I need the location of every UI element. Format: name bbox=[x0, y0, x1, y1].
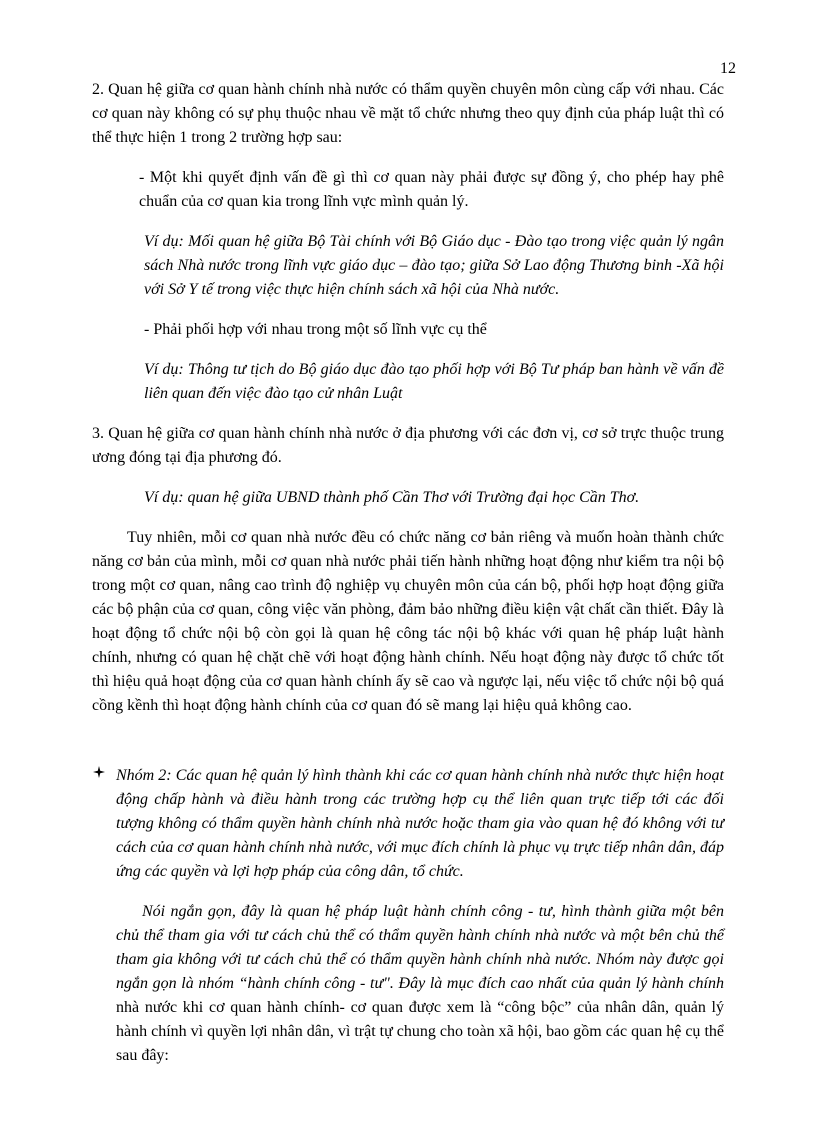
however-paragraph: Tuy nhiên, mỗi cơ quan nhà nước đều có chức năng cơ bản riêng và muốn hoàn thành chức năng cơ bản của mình, mỗi cơ quan nhà nước phải tiến hành những hoạt động như kiểm tra nội bộ trong một cơ quan, nâng cao trình độ nghiệp vụ chuyên môn của cán bộ, phối hợp hoạt động giữa các bộ phận của cơ quan, công việc văn phòng, đảm bảo những điều kiện vật chất cần thiết. Đây là hoạt động tổ chức nội bộ còn gọi là quan hệ công tác nội bộ khác với quan hệ pháp luật hành chính, nhưng có quan hệ chặt chẽ với hoạt động hành chính. Nếu hoạt động này được tổ chức tốt thì hiệu quả hoạt động của cơ quan hành chính ấy sẽ cao và ngược lại, nếu việc tổ chức nội bộ quá cồng kềnh thì hoạt động hành chính của cơ quan đó sẽ mang lại hiệu quả không cao. bbox=[92, 529, 724, 714]
section-2-case-2: - Phải phối hợp với nhau trong một số lĩnh vực cụ thể bbox=[144, 321, 487, 338]
section-2-case-1: - Một khi quyết định vấn đề gì thì cơ quan này phải được sự đồng ý, cho phép hay phê chuẩn của cơ quan kia trong lĩnh vực mình quản lý. bbox=[139, 169, 724, 210]
section-3-example: Ví dụ: quan hệ giữa UBND thành phố Cần Thơ với Trường đại học Cần Thơ. bbox=[144, 489, 640, 506]
group-2-text: Nhóm 2: Các quan hệ quản lý hình thành khi các cơ quan hành chính nhà nước thực hiện hoạt động chấp hành và điều hành trong các trường hợp cụ thể liên quan trực tiếp tới các đối tượng không có thẩm quyền hành chính nhà nước hoặc tham gia vào quan hệ đó không với tư cách của cơ quan hành chính nhà nước, với mục đích chính là phục vụ trực tiếp nhân dân, đáp ứng các quyền và lợi hợp pháp của công dân, tổ chức. bbox=[116, 767, 724, 880]
section-2-example-2: Ví dụ: Thông tư tịch do Bộ giáo dục đào tạo phối hợp với Bộ Tư pháp ban hành về vấn đề liên quan đến việc đào tạo cử nhân Luật bbox=[144, 361, 724, 402]
group-2-summary-normal: nhà nước khi cơ quan hành chính- cơ quan được xem là “công bộc” của nhân dân, quản lý hành chính vì quyền lợi nhân dân, vì trật tự chung cho toàn xã hội, bao gồm các quan hệ cụ thể sau đây: bbox=[116, 999, 724, 1064]
page-number: 12 bbox=[720, 60, 736, 77]
section-3-paragraph: 3. Quan hệ giữa cơ quan hành chính nhà nước ở địa phương với các đơn vị, cơ sở trực thuộc trung ương đóng tại địa phương đó. bbox=[92, 425, 724, 466]
diamond-bullet-svg bbox=[92, 765, 106, 779]
group-2-summary bbox=[92, 900, 724, 1068]
document-body bbox=[92, 78, 724, 1068]
group-2-block bbox=[92, 764, 724, 884]
diamond-bullet-icon bbox=[92, 764, 106, 788]
group-2-summary-italic: Nói ngắn gọn, đây là quan hệ pháp luật hành chính công - tư, hình thành giữa một bên chủ thể tham gia với tư cách chủ thể có thẩm quyền hành chính nhà nước và một bên chủ thể tham gia không với tư cách chủ thể có thẩm quyền hành chính nhà nước. Nhóm này được gọi ngắn gọn là nhóm “hành chính công - tư". Đây là mục đích cao nhất của quản lý hành chính bbox=[116, 903, 724, 992]
section-2-paragraph: 2. Quan hệ giữa cơ quan hành chính nhà nước có thẩm quyền chuyên môn cùng cấp với nhau. Các cơ quan này không có sự phụ thuộc nhau về mặt tổ chức nhưng theo quy định của pháp luật thì có thể thực hiện 1 trong 2 trường hợp sau: bbox=[92, 81, 724, 146]
section-2-example-1: Ví dụ: Mối quan hệ giữa Bộ Tài chính với Bộ Giáo dục - Đào tạo trong việc quản lý ngân sách Nhà nước trong lĩnh vực giáo dục – đào tạo; giữa Sở Lao động Thương binh -Xã hội với Sở Y tế trong việc thực hiện chính sách xã hội của Nhà nước. bbox=[144, 233, 724, 298]
